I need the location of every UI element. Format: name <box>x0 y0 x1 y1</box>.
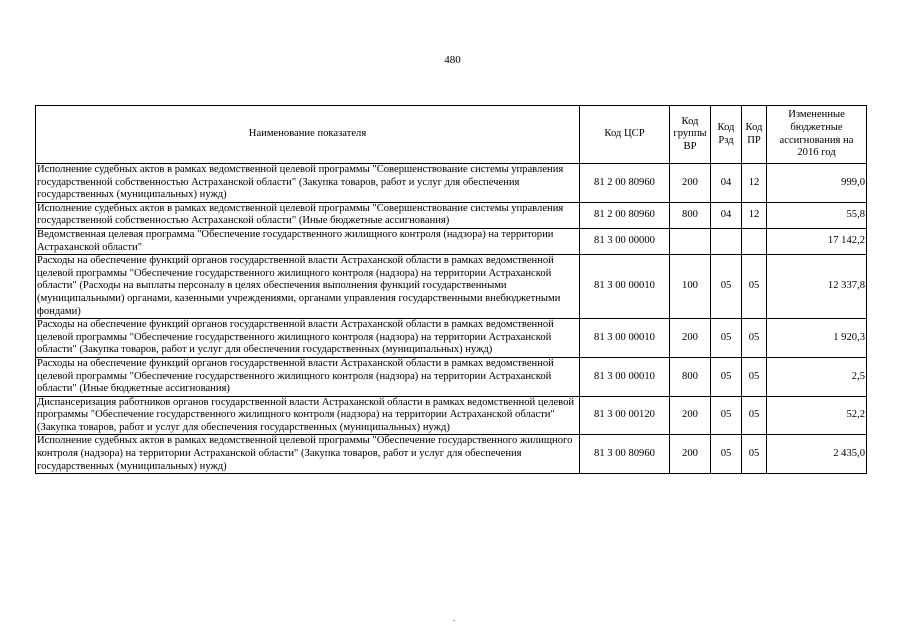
header-vr: Код группы ВР <box>670 106 711 164</box>
cell-vr: 200 <box>670 164 711 203</box>
cell-rzd: 04 <box>711 164 742 203</box>
cell-rzd: 05 <box>711 255 742 319</box>
cell-rzd: 05 <box>711 357 742 396</box>
cell-amount: 17 142,2 <box>767 228 867 254</box>
cell-amount: 12 337,8 <box>767 255 867 319</box>
cell-pr: 12 <box>742 202 767 228</box>
header-pr: Код ПР <box>742 106 767 164</box>
cell-name: Расходы на обеспечение функций органов государственной власти Астраханской области в рамках ведомственной целевой программы "Обеспечение государственного жилищного контроля (надзора) на территории Астраханской области" (Иные бюджетные ассигнования) <box>36 357 580 396</box>
cell-name: Диспансеризация работников органов государственной власти Астраханской области в рамках ведомственной целевой программы "Обеспечение государственного жилищного контроля (надзора) на территории Астраханской области" (Закупка товаров, работ и услуг для обеспечения государственных (муниципальных) нужд) <box>36 396 580 435</box>
table-header-row <box>36 106 867 164</box>
page-number: 480 <box>444 54 461 66</box>
cell-amount: 1 920,3 <box>767 319 867 358</box>
cell-pr: 05 <box>742 319 767 358</box>
header-csr: Код ЦСР <box>580 106 670 164</box>
cell-vr: 200 <box>670 435 711 474</box>
cell-amount: 999,0 <box>767 164 867 203</box>
budget-table <box>35 105 867 474</box>
header-name: Наименование показателя <box>36 106 580 164</box>
table-row <box>36 396 867 435</box>
table-row <box>36 319 867 358</box>
cell-pr: 05 <box>742 255 767 319</box>
cell-pr <box>742 228 767 254</box>
cell-vr: 100 <box>670 255 711 319</box>
cell-rzd: 04 <box>711 202 742 228</box>
cell-csr: 81 3 00 00010 <box>580 255 670 319</box>
cell-name: Исполнение судебных актов в рамках ведомственной целевой программы "Обеспечение государственного жилищного контроля (надзора) на территории Астраханской области" (Закупка товаров, работ и услуг для обеспечения государственных (муниципальных) нужд) <box>36 435 580 474</box>
cell-csr: 81 3 00 80960 <box>580 435 670 474</box>
cell-rzd: 05 <box>711 435 742 474</box>
cell-pr: 05 <box>742 357 767 396</box>
cell-vr: 800 <box>670 202 711 228</box>
cell-name: Исполнение судебных актов в рамках ведомственной целевой программы "Совершенствование системы управления государственной собственностью Астраханской области" (Иные бюджетные ассигнования) <box>36 202 580 228</box>
cell-csr: 81 3 00 00120 <box>580 396 670 435</box>
cell-vr <box>670 228 711 254</box>
header-amount: Измененные бюджетные ассигнования на 2016 год <box>767 106 867 164</box>
cell-vr: 200 <box>670 319 711 358</box>
cell-csr: 81 2 00 80960 <box>580 164 670 203</box>
table-row <box>36 255 867 319</box>
table-row <box>36 202 867 228</box>
cell-rzd <box>711 228 742 254</box>
cell-amount: 2 435,0 <box>767 435 867 474</box>
table-row <box>36 164 867 203</box>
cell-vr: 800 <box>670 357 711 396</box>
cell-amount: 2,5 <box>767 357 867 396</box>
cell-vr: 200 <box>670 396 711 435</box>
scan-speck <box>453 620 455 621</box>
cell-amount: 52,2 <box>767 396 867 435</box>
cell-csr: 81 3 00 00010 <box>580 357 670 396</box>
table-row <box>36 357 867 396</box>
cell-name: Ведомственная целевая программа "Обеспечение государственного жилищного контроля (надзора) на территории Астраханской области" <box>36 228 580 254</box>
cell-csr: 81 3 00 00000 <box>580 228 670 254</box>
cell-csr: 81 2 00 80960 <box>580 202 670 228</box>
cell-csr: 81 3 00 00010 <box>580 319 670 358</box>
cell-amount: 55,8 <box>767 202 867 228</box>
cell-rzd: 05 <box>711 396 742 435</box>
cell-pr: 12 <box>742 164 767 203</box>
cell-name: Расходы на обеспечение функций органов государственной власти Астраханской области в рамках ведомственной целевой программы "Обеспечение государственного жилищного контроля (надзора) на территории Астраханской области" (Расходы на выплаты персоналу в целях обеспечения выполнения функций государственными (муниципальными) органами, казенными учреждениями, органами управления государственными внебюджетными фондами) <box>36 255 580 319</box>
cell-pr: 05 <box>742 435 767 474</box>
table-row <box>36 435 867 474</box>
header-rzd: Код Рзд <box>711 106 742 164</box>
cell-pr: 05 <box>742 396 767 435</box>
cell-name: Расходы на обеспечение функций органов государственной власти Астраханской области в рамках ведомственной целевой программы "Обеспечение государственного жилищного контроля (надзора) на территории Астраханской области" (Закупка товаров, работ и услуг для обеспечения государственных (муниципальных) нужд) <box>36 319 580 358</box>
cell-name: Исполнение судебных актов в рамках ведомственной целевой программы "Совершенствование системы управления государственной собственностью Астраханской области" (Закупка товаров, работ и услуг для обеспечения государственных (муниципальных) нужд) <box>36 164 580 203</box>
table-row <box>36 228 867 254</box>
cell-rzd: 05 <box>711 319 742 358</box>
